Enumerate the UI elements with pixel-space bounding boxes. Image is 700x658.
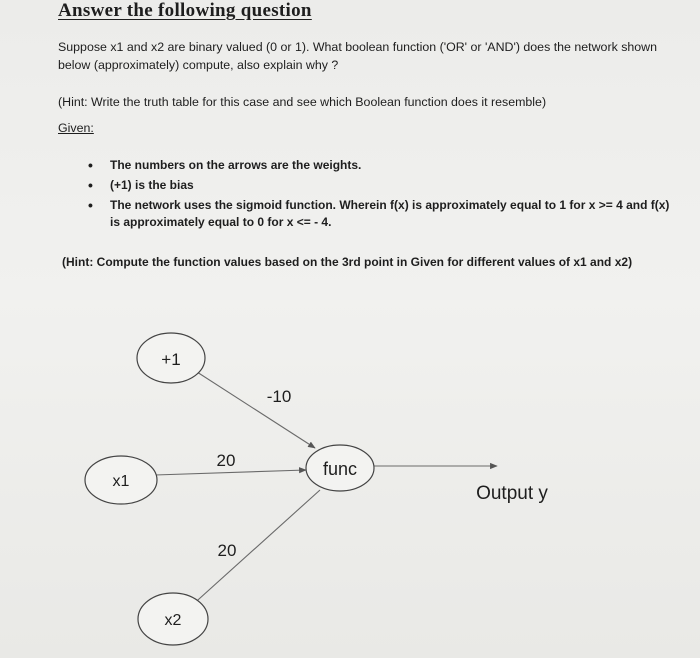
- question-heading: Answer the following question: [58, 0, 312, 21]
- func-node: [306, 445, 374, 491]
- bullet-icon: •: [88, 157, 93, 173]
- x2-node: [138, 593, 208, 645]
- given-label: Given:: [58, 121, 94, 135]
- bullet-icon: •: [88, 177, 93, 193]
- given-item-text: The network uses the sigmoid function. Wherein f(x) is approximately equal to 1 for x >= 4 and f(x) is approximately equal to 0 for x <= - 4.: [110, 198, 670, 229]
- output-label: Output y: [476, 483, 548, 504]
- given-item-text: The numbers on the arrows are the weights.: [110, 158, 362, 172]
- weight-x2-label: 20: [217, 541, 237, 560]
- edge-x2-to-func: [189, 490, 320, 608]
- bias-node-label: +1: [161, 350, 181, 369]
- question-text: Suppose x1 and x2 are binary valued (0 or 1). What boolean function ('OR' or 'AND') does the network shown below (approximately) compute, also explain why ?: [58, 40, 658, 72]
- edge-x1-to-func: [155, 470, 306, 475]
- given-item-text: (+1) is the bias: [110, 178, 194, 192]
- edge-bias-to-func: [197, 372, 315, 448]
- bias-node: [137, 333, 205, 383]
- x1-node: [85, 456, 157, 504]
- x2-node-label: x2: [164, 612, 182, 629]
- weight-x1-label: 20: [216, 451, 236, 470]
- compute-hint: (Hint: Compute the function values based on the 3rd point in Given for different values of x1 and x2): [62, 255, 633, 269]
- func-node-label: func: [322, 459, 358, 479]
- x1-node-label: x1: [112, 473, 130, 490]
- bullet-icon: •: [88, 197, 93, 213]
- truth-table-hint: (Hint: Write the truth table for this case and see which Boolean function does it resemble): [58, 95, 547, 109]
- weight-bias-label: -10: [266, 387, 292, 406]
